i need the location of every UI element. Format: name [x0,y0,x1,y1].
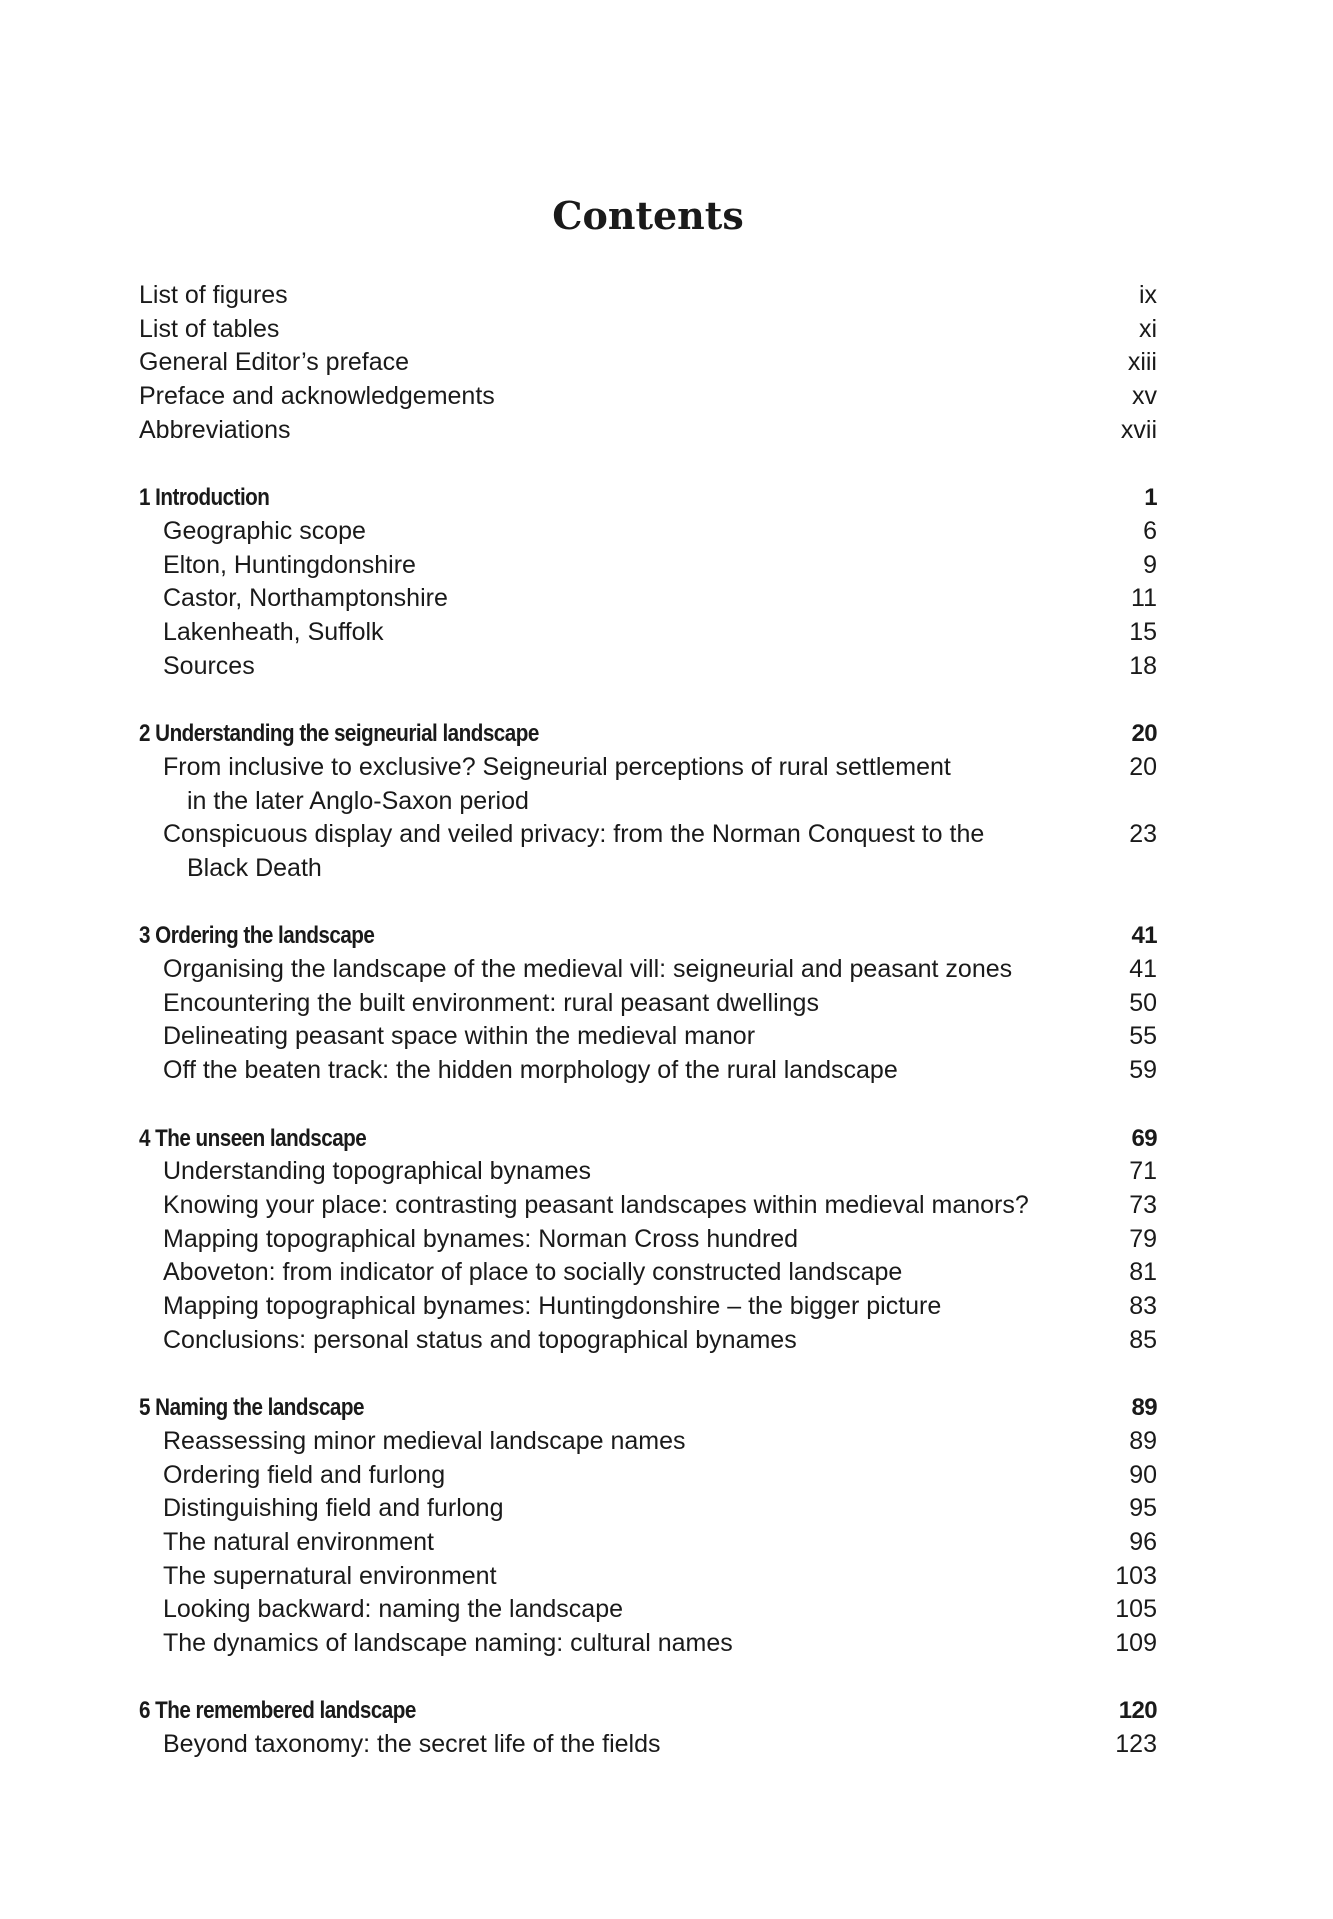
toc-section-entry-page-number: 59 [1129,1056,1157,1085]
toc-section-entry [139,987,1157,1021]
toc-section-entry-label [139,751,1115,818]
toc-section-entry-title: Beyond taxonomy: the secret life of the fields [163,1730,661,1759]
toc-section-entry [139,515,1157,549]
toc-section-entry-title: Ordering field and furlong [163,1460,446,1489]
toc-front-entry-page-number: xi [1138,314,1157,343]
toc-chapter-entry [139,1694,1157,1728]
toc-section-entry-label [139,1020,1115,1054]
toc-section-entry-title: From inclusive to exclusive? Seigneurial perceptions of rural settlement [163,752,951,781]
toc-section-entry-title: Encountering the built environment: rural peasant dwellings [163,988,819,1017]
toc-section-entry [139,1256,1157,1290]
toc-front-entry-title: Abbreviations [139,415,291,444]
toc-front-entry-page-number: xv [1132,382,1157,411]
toc-section-entry-label [139,1459,1115,1493]
toc-section-entry [139,1020,1157,1054]
toc-chapter-entry-page-number: 120 [1118,1697,1157,1725]
toc-section-entry-page-number: 11 [1131,584,1157,613]
toc-section-entry-page-number: 20 [1129,752,1157,781]
toc-section-entry-label [139,1593,1101,1627]
toc-section-entry-title: Sources [163,651,255,680]
toc-section-entry-page-number: 109 [1115,1629,1157,1658]
toc-section-entry-title: Looking backward: naming the landscape [163,1595,624,1624]
toc-section-entry-label [139,515,1129,549]
toc-section-entry [139,751,1157,818]
section-gap [139,448,1157,482]
toc-section-entry-title: Conclusions: personal status and topographical bynames [163,1325,797,1354]
section-gap [139,683,1157,717]
toc-section-entry-page-number: 50 [1129,988,1157,1017]
toc-section-entry-page-number: 103 [1115,1561,1157,1590]
toc-front-entry [139,414,1157,448]
toc-chapter-entry [139,1391,1157,1425]
toc-section-entry-label [139,1526,1115,1560]
section-gap [139,1357,1157,1391]
toc-section-entry-title: Elton, Huntingdonshire [163,550,416,579]
table-of-contents [139,279,1157,1762]
toc-section-entry-label [139,1054,1115,1088]
toc-chapter-entry-title: 2 Understanding the seigneurial landscape [139,720,539,748]
toc-section-entry [139,549,1157,583]
toc-front-entry-title: List of figures [139,281,288,309]
toc-section-entry-page-number: 83 [1129,1292,1157,1321]
toc-section-entry-page-number: 89 [1129,1426,1157,1455]
toc-section-entry-label [139,1290,1115,1324]
toc-chapter-entry-title: 4 The unseen landscape [139,1124,367,1152]
toc-chapter-entry-label [139,1391,364,1425]
toc-section-entry [139,616,1157,650]
toc-section-entry-title: Delineating peasant space within the medieval manor [163,1022,756,1051]
section-gap [139,886,1157,920]
toc-section-entry-title: The supernatural environment [163,1561,497,1590]
toc-front-entry-page-number: xiii [1127,348,1157,377]
toc-section-entry-label [139,1223,1115,1257]
toc-chapter-entry-label [139,1694,416,1728]
page-title: Contents [552,193,744,238]
toc-section-entry-page-number: 85 [1129,1325,1157,1354]
toc-chapter-entry-page-number: 1 [1144,484,1157,512]
toc-section-entry [139,1593,1157,1627]
toc-section-entry-title: Organising the landscape of the medieval vill: seigneurial and peasant zones [163,955,1013,984]
toc-section-entry-page-number: 15 [1129,618,1157,647]
toc-section-entry-label [139,1155,1115,1189]
toc-section-entry-label [139,1324,1115,1358]
toc-front-entry-label [139,346,1114,380]
toc-front-entry-label [139,313,1125,347]
toc-section-entry-label [139,1189,1115,1223]
toc-section-entry-title: Knowing your place: contrasting peasant landscapes within medieval manors? [163,1190,1029,1219]
toc-section-entry-page-number: 81 [1129,1258,1157,1287]
toc-section-entry-title: Lakenheath, Suffolk [163,618,384,647]
toc-section-entry-label [139,1256,1115,1290]
toc-chapter-entry-label [139,919,374,953]
toc-section-entry [139,1728,1157,1762]
toc-section-entry-title: The dynamics of landscape naming: cultural names [163,1629,733,1658]
toc-section-entry [139,818,1157,885]
toc-section-entry-page-number: 71 [1129,1157,1157,1186]
toc-section-entry-label [139,1728,1101,1762]
toc-front-entry-title: List of tables [139,314,280,343]
toc-section-entry [139,1425,1157,1459]
toc-section-entry-label [139,616,1115,650]
toc-front-entry-label [139,380,1118,414]
toc-section-entry [139,1324,1157,1358]
toc-section-entry-page-number: 90 [1129,1460,1157,1489]
toc-chapter-entry-title: 3 Ordering the landscape [139,922,375,950]
toc-section-entry-page-number: 96 [1129,1527,1157,1556]
toc-section-entry-page-number: 18 [1129,651,1157,680]
toc-section-entry-label [139,549,1129,583]
toc-section-entry-title: Distinguishing field and furlong [163,1494,504,1523]
toc-section-entry [139,1223,1157,1257]
toc-section-entry-label [139,818,1115,885]
toc-section-entry-page-number: 55 [1129,1022,1157,1051]
toc-chapter-entry-page-number: 41 [1131,922,1157,950]
section-gap [139,1088,1157,1122]
toc-section-entry-label [139,1627,1101,1661]
toc-section-entry-page-number: 105 [1115,1595,1157,1624]
toc-section-entry-title: The natural environment [163,1527,434,1556]
toc-section-entry-label [139,582,1117,616]
section-gap [139,1661,1157,1695]
toc-section-entry-title: Aboveton: from indicator of place to socially constructed landscape [163,1258,903,1287]
toc-chapter-entry [139,481,1157,515]
toc-section-entry-label [139,1425,1115,1459]
toc-section-entry [139,1627,1157,1661]
toc-section-entry [139,953,1157,987]
toc-section-entry-title-continued: Black Death [187,853,322,882]
toc-section-entry [139,1290,1157,1324]
toc-front-entry-title: Preface and acknowledgements [139,382,495,411]
toc-section-entry-title: Mapping topographical bynames: Huntingdonshire – the bigger picture [163,1292,942,1321]
toc-front-entry-page-number: ix [1138,281,1157,309]
toc-chapter-entry-label [139,717,539,751]
toc-chapter-entry [139,919,1157,953]
toc-section-entry [139,582,1157,616]
toc-section-entry-page-number: 79 [1129,1224,1157,1253]
toc-section-entry [139,1492,1157,1526]
toc-section-entry-label [139,650,1115,684]
toc-section-entry-title: Geographic scope [163,516,366,545]
toc-section-entry-page-number: 123 [1115,1730,1157,1759]
toc-front-entry-label [139,279,1125,313]
toc-chapter-entry-page-number: 69 [1131,1124,1157,1152]
toc-front-entry-title: General Editor’s preface [139,348,410,377]
toc-chapter-entry-label [139,481,269,515]
toc-section-entry-title: Understanding topographical bynames [163,1157,592,1186]
toc-section-entry-title: Off the beaten track: the hidden morphology of the rural landscape [163,1056,898,1085]
toc-section-entry-label [139,1492,1115,1526]
toc-section-entry-page-number: 6 [1143,516,1157,545]
toc-chapter-entry-page-number: 89 [1131,1394,1157,1422]
toc-section-entry-page-number: 9 [1143,550,1157,579]
toc-front-entry [139,313,1157,347]
toc-section-entry-title-continued: in the later Anglo-Saxon period [187,786,529,815]
toc-section-entry [139,1054,1157,1088]
toc-chapter-entry-title: 1 Introduction [139,484,270,512]
toc-front-entry [139,279,1157,313]
toc-section-entry [139,1560,1157,1594]
toc-front-entry-label [139,414,1107,448]
toc-front-entry-page-number: xvii [1120,415,1157,444]
toc-section-entry-page-number: 41 [1129,955,1157,984]
toc-section-entry-page-number: 23 [1129,820,1157,849]
toc-section-entry [139,1189,1157,1223]
toc-chapter-entry-page-number: 20 [1131,720,1157,748]
toc-chapter-entry [139,1122,1157,1156]
toc-section-entry-label [139,1560,1101,1594]
toc-section-entry-title: Castor, Northamptonshire [163,584,448,613]
toc-section-entry-label [139,953,1115,987]
toc-section-entry-label [139,987,1115,1021]
toc-chapter-entry-label [139,1122,366,1156]
toc-chapter-entry-title: 6 The remembered landscape [139,1697,416,1725]
toc-section-entry [139,1155,1157,1189]
toc-section-entry [139,1526,1157,1560]
toc-front-entry [139,346,1157,380]
toc-chapter-entry [139,717,1157,751]
toc-section-entry-page-number: 73 [1129,1190,1157,1219]
toc-front-entry [139,380,1157,414]
toc-chapter-entry-title: 5 Naming the landscape [139,1394,364,1422]
toc-section-entry-title: Mapping topographical bynames: Norman Cross hundred [163,1224,799,1253]
toc-section-entry [139,1459,1157,1493]
toc-section-entry [139,650,1157,684]
toc-section-entry-page-number: 95 [1129,1494,1157,1523]
toc-section-entry-title: Reassessing minor medieval landscape names [163,1426,686,1455]
toc-section-entry-title: Conspicuous display and veiled privacy: from the Norman Conquest to the [163,820,985,849]
